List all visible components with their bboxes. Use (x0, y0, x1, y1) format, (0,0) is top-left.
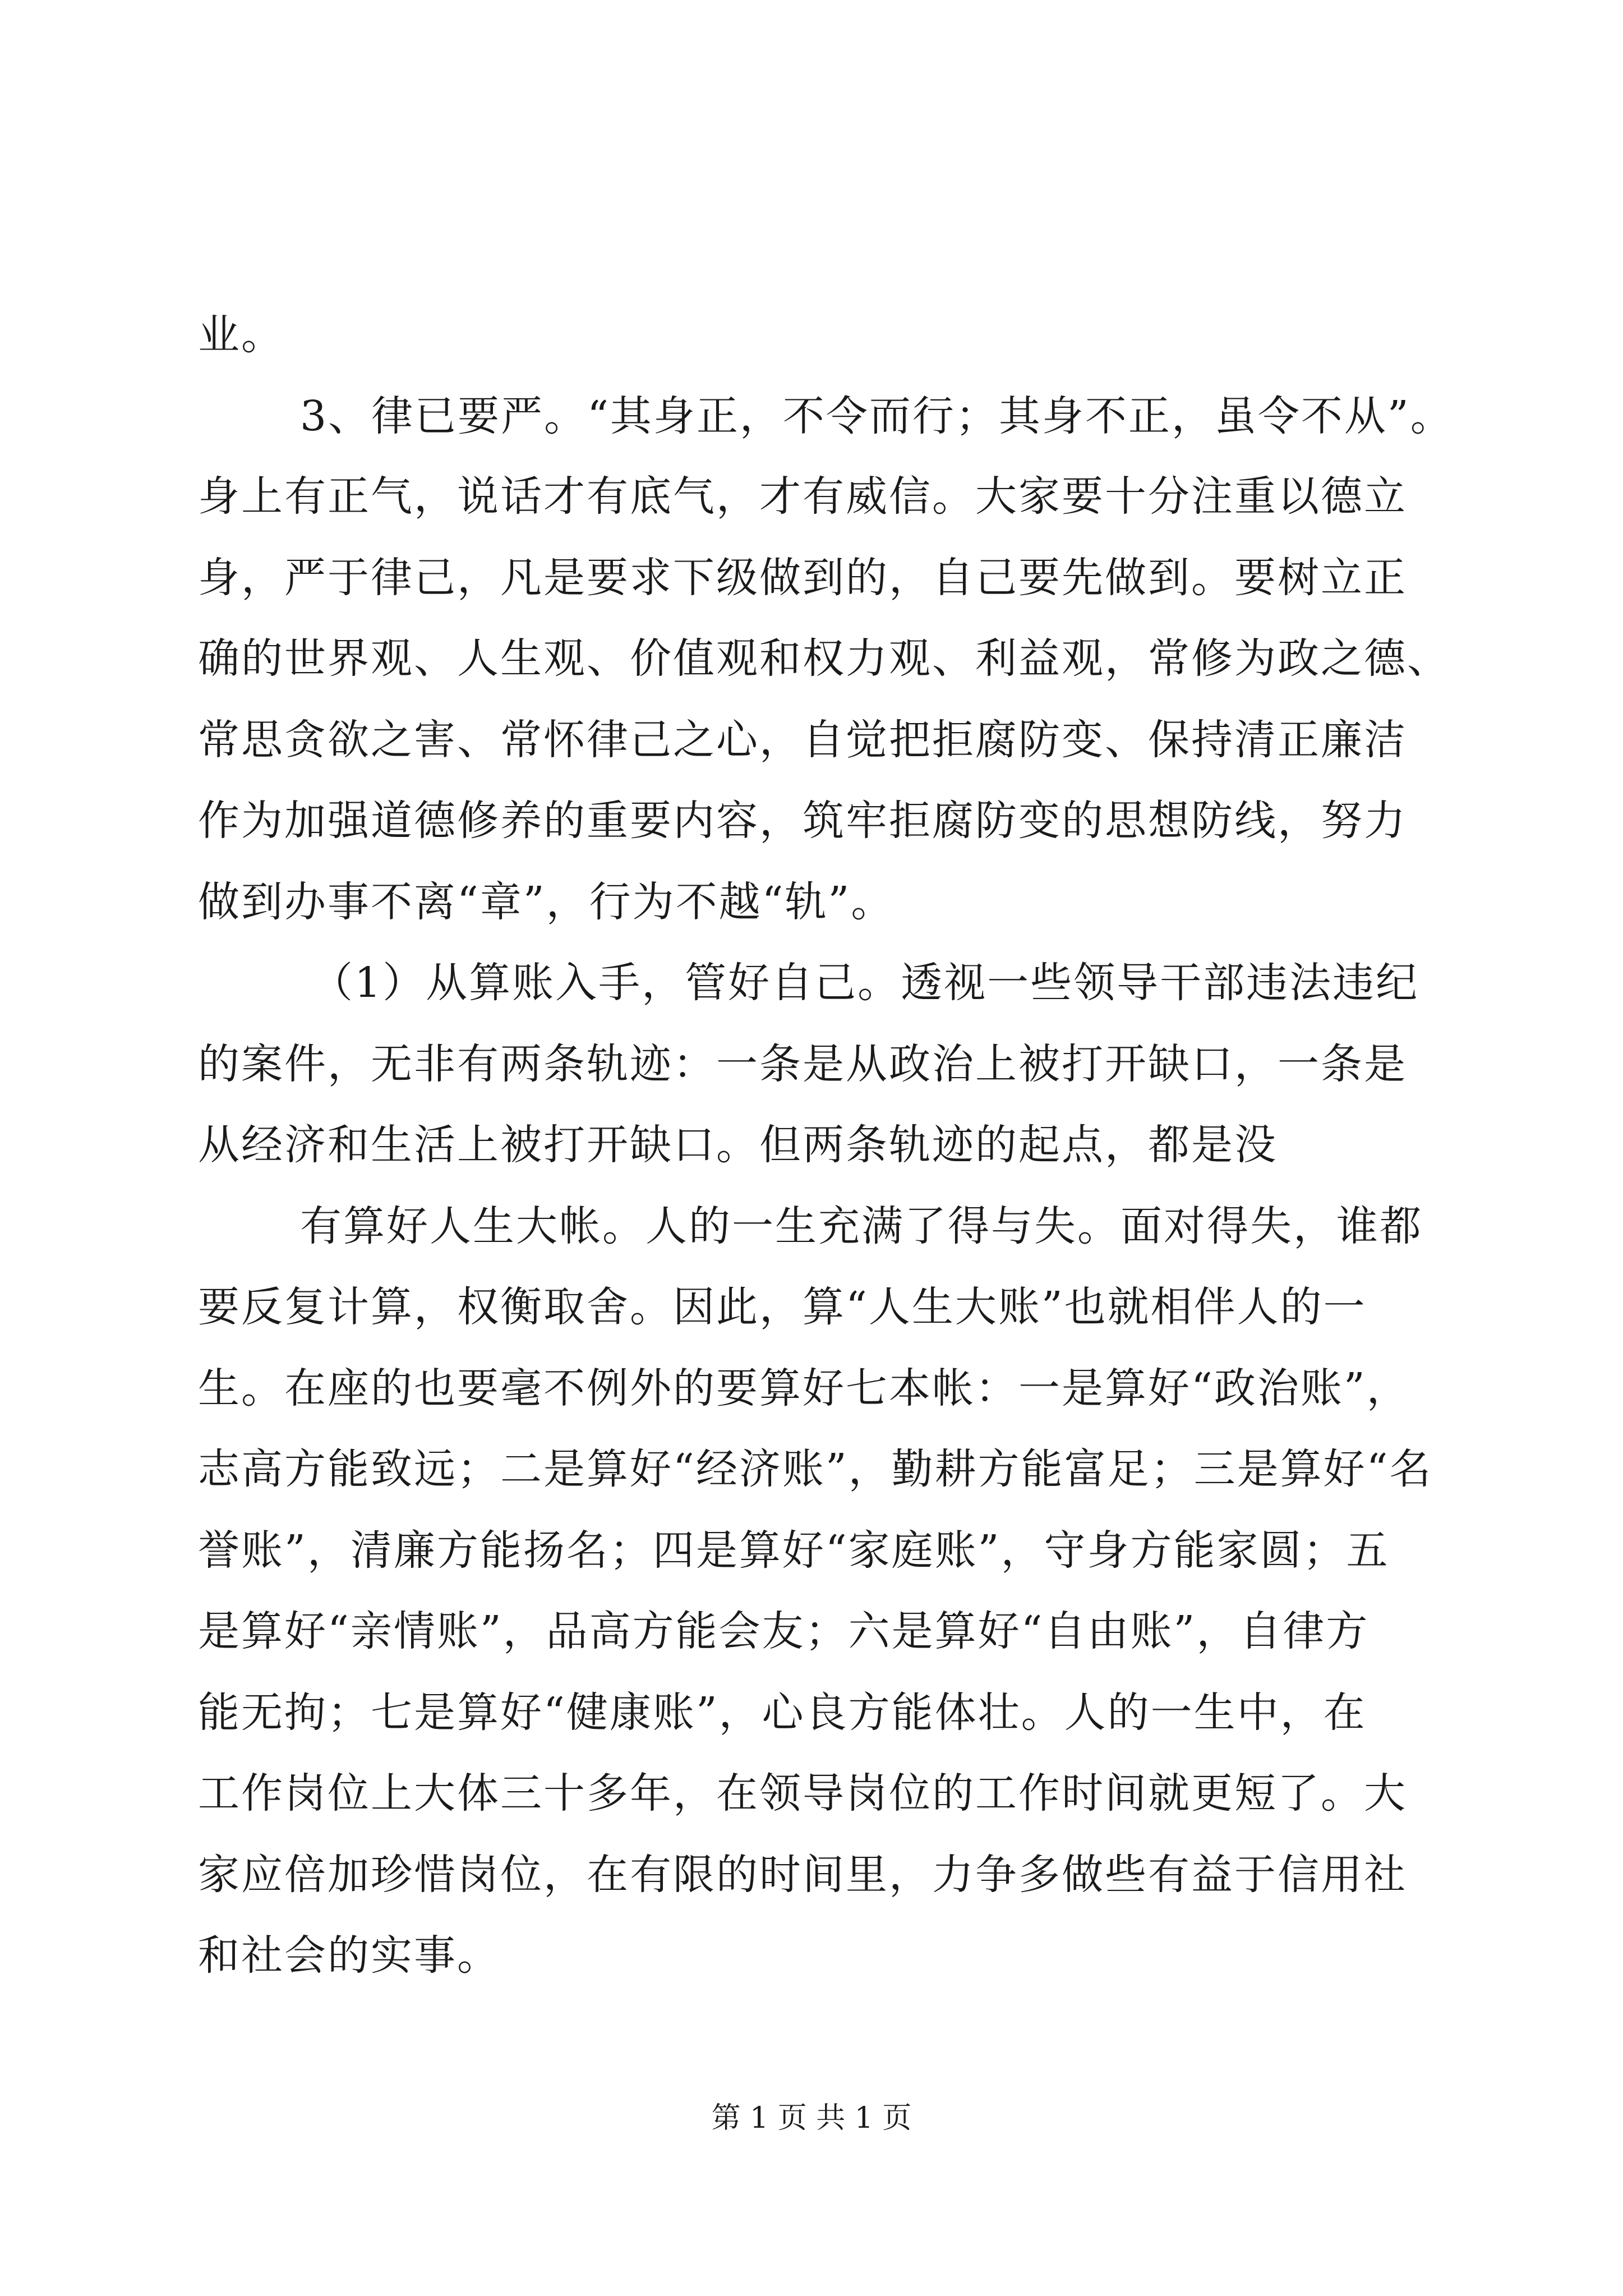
text-line: 确的世界观、人生观、价值观和权力观、利益观，常修为政之德、 (198, 634, 1450, 683)
text-line: 常思贪欲之害、常怀律己之心，自觉把拒腐防变、保持清正廉洁 (198, 716, 1407, 764)
text-line: 志高方能致远；二是算好“经济账”，勤耕方能富足；三是算好“名 (198, 1445, 1433, 1493)
text-line: 是算好“亲情账”，品高方能会友；六是算好“自由账”，自律方 (198, 1607, 1370, 1655)
text-line: 身上有正气，说话才有底气，才有威信。大家要十分注重以德立 (198, 472, 1407, 521)
text-line: 的案件，无非有两条轨迹：一条是从政治上被打开缺口，一条是 (198, 1040, 1407, 1088)
text-line: 作为加强道德修养的重要内容，筑牢拒腐防变的思想防线，努力 (198, 797, 1407, 845)
text-line: 身，严于律己，凡是要求下级做到的，自己要先做到。要树立正 (198, 554, 1407, 602)
text-line: 有算好人生大帐。人的一生充满了得与失。面对得失，谁都 (300, 1202, 1423, 1250)
text-line: 生。在座的也要毫不例外的要算好七本帐：一是算好“政治账”， (198, 1364, 1410, 1412)
text-line: 誉账”，清廉方能扬名；四是算好“家庭账”，守身方能家圆；五 (198, 1526, 1390, 1575)
text-line: 家应倍加珍惜岗位，在有限的时间里，力争多做些有益于信用社 (198, 1851, 1407, 1899)
text-line: 能无拘；七是算好“健康账”，心良方能体壮。人的一生中，在 (198, 1688, 1367, 1737)
page-footer: 第 1 页 共 1 页 (711, 2101, 912, 2135)
text-line: 业。 (198, 311, 284, 359)
text-line: 和社会的实事。 (198, 1931, 500, 1980)
text-line: （1）从算账入手，管好自己。透视一些领导干部违法违纪 (311, 959, 1419, 1007)
text-line: 要反复计算，权衡取舍。因此，算“人生大账”也就相伴人的一 (198, 1283, 1367, 1331)
text-line: 做到办事不离“章”，行为不越“轨”。 (198, 878, 895, 926)
text-line: 3、律已要严。“其身正，不令而行；其身不正，虽令不从”。 (300, 392, 1454, 440)
text-line: 从经济和生活上被打开缺口。但两条轨迹的起点，都是没 (198, 1121, 1278, 1169)
text-line: 工作岗位上大体三十多年，在领导岗位的工作时间就更短了。大 (198, 1769, 1407, 1818)
